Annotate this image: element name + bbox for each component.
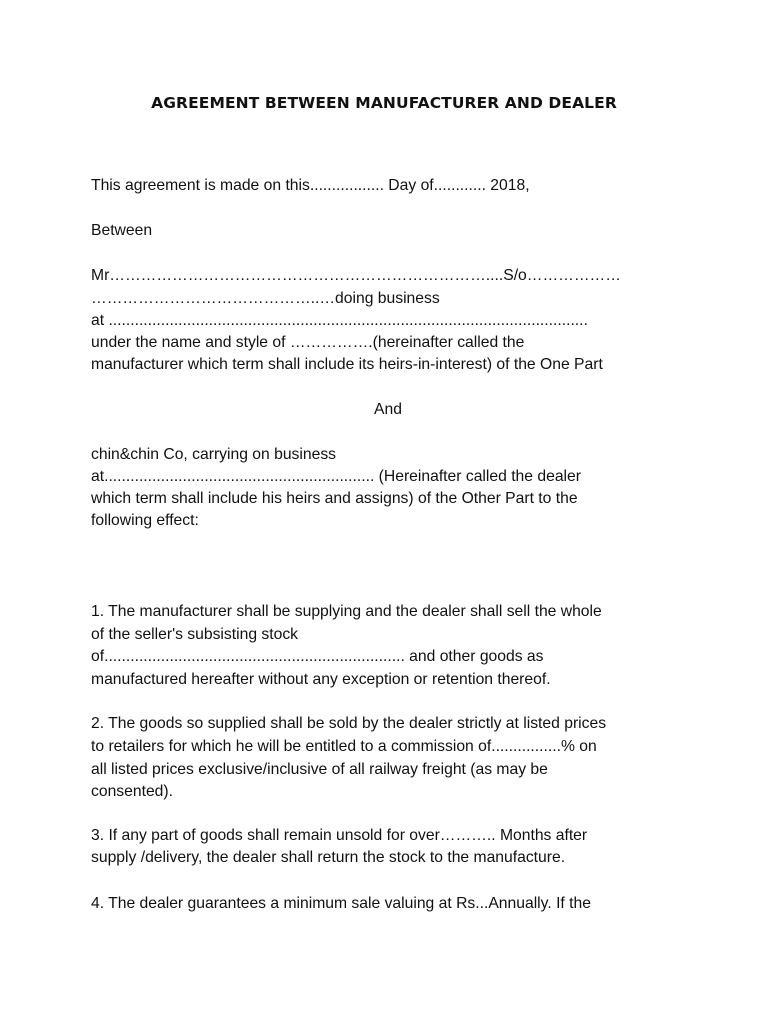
party2-line: chin&chin Co, carrying on business bbox=[91, 446, 337, 463]
party2-line: at.............................................................. (Hereinafter called the dealer bbox=[91, 468, 581, 485]
clause-1-line: of..................................................................... and other goods as bbox=[91, 648, 544, 665]
document-title: AGREEMENT BETWEEN MANUFACTURER AND DEALER bbox=[151, 94, 617, 112]
party1-line: under the name and style of …………….(hereinafter called the bbox=[91, 334, 525, 351]
clause-2-line: 2. The goods so supplied shall be sold by the dealer strictly at listed prices bbox=[91, 715, 607, 732]
party2-line: following effect: bbox=[91, 512, 199, 529]
intro-line: This agreement is made on this................. Day of............ 2018, bbox=[91, 177, 530, 194]
party1-line: at .............................................................................................................. bbox=[91, 312, 588, 329]
clause-1-line: manufactured hereafter without any exception or retention thereof. bbox=[91, 671, 551, 688]
clause-1-line: 1. The manufacturer shall be supplying and the dealer shall sell the whole bbox=[91, 603, 602, 620]
party1-line: Mr………………………………………………………………....S/o……………… bbox=[91, 267, 621, 284]
clause-2-line: to retailers for which he will be entitled to a commission of................% on bbox=[91, 738, 597, 755]
party2-line: which term shall include his heirs and assigns) of the Other Part to the bbox=[91, 490, 578, 507]
between-label: Between bbox=[91, 222, 153, 239]
clause-1-line: of the seller's subsisting stock bbox=[91, 626, 299, 643]
clause-2-line: consented). bbox=[91, 783, 173, 800]
party1-line: ……………………………………..…doing business bbox=[91, 290, 440, 307]
and-label: And bbox=[374, 401, 402, 418]
clause-3-line: 3. If any part of goods shall remain unsold for over……….. Months after bbox=[91, 827, 588, 844]
party1-line: manufacturer which term shall include its heirs-in-interest) of the One Part bbox=[91, 356, 603, 373]
clause-2-line: all listed prices exclusive/inclusive of all railway freight (as may be bbox=[91, 761, 548, 778]
clause-3-line: supply /delivery, the dealer shall return the stock to the manufacture. bbox=[91, 849, 566, 866]
clause-4-line: 4. The dealer guarantees a minimum sale valuing at Rs...Annually. If the bbox=[91, 895, 591, 912]
